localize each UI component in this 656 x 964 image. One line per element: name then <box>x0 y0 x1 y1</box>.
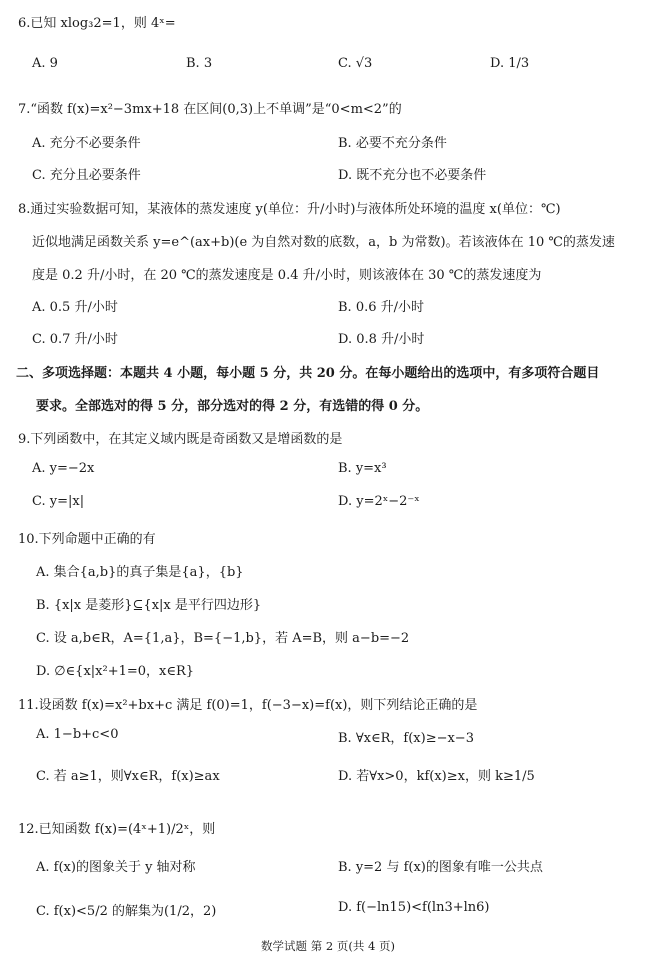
q7-option-c: C. 充分且必要条件 <box>32 168 141 183</box>
section-2-heading-line2: 要求。全部选对的得 5 分，部分选对的得 2 分，有选错的得 0 分。 <box>36 399 429 414</box>
q11-option-b: B. ∀x∈R，f(x)≥−x−3 <box>338 731 474 746</box>
question-9-stem: 9.下列函数中，在其定义域内既是奇函数又是增函数的是 <box>18 432 343 447</box>
q9-option-c: C. y=|x| <box>32 494 85 509</box>
q12-option-b: B. y=2 与 f(x)的图象有唯一公共点 <box>338 860 543 875</box>
question-8-stem-line3: 度是 0.2 升/小时，在 20 ℃的蒸发速度是 0.4 升/小时，则该液体在 30 ℃的蒸发速度为 <box>32 268 542 283</box>
question-6-stem: 6.已知 xlog₃2=1，则 4ˣ= <box>18 16 176 31</box>
q8-option-b: B. 0.6 升/小时 <box>338 300 425 315</box>
page-footer: 数学试题 第 2 页(共 4 页) <box>261 939 395 953</box>
q6-option-c: C. √3 <box>338 56 373 71</box>
q12-option-c: C. f(x)<5/2 的解集为(1/2，2) <box>36 904 217 919</box>
q8-option-a: A. 0.5 升/小时 <box>32 300 118 315</box>
question-8-stem-line1: 8.通过实验数据可知，某液体的蒸发速度 y(单位：升/小时)与液体所处环境的温度 x(单位：℃) <box>18 202 561 217</box>
question-7-stem: 7.“函数 f(x)=x²−3mx+18 在区间(0,3)上不单调”是“0<m<2”的 <box>18 102 402 117</box>
q7-option-a: A. 充分不必要条件 <box>32 136 141 151</box>
q12-option-d: D. f(−ln15)<f(ln3+ln6) <box>338 900 490 915</box>
q11-option-d: D. 若∀x>0，kf(x)≥x，则 k≥1/5 <box>338 769 535 784</box>
section-2-heading-line1: 二、多项选择题：本题共 4 小题，每小题 5 分，共 20 分。在每小题给出的选项中，有多项符合题目 <box>16 366 600 381</box>
q10-option-b: B. {x|x 是菱形}⊆{x|x 是平行四边形} <box>36 598 262 613</box>
question-12-stem: 12.已知函数 f(x)=(4ˣ+1)/2ˣ，则 <box>18 822 216 837</box>
q8-option-d: D. 0.8 升/小时 <box>338 332 425 347</box>
question-10-stem: 10.下列命题中正确的有 <box>18 532 156 547</box>
q7-option-b: B. 必要不充分条件 <box>338 136 447 151</box>
q9-option-d: D. y=2ˣ−2⁻ˣ <box>338 494 420 509</box>
q6-option-a: A. 9 <box>32 56 58 71</box>
q9-option-b: B. y=x³ <box>338 461 387 476</box>
q12-option-a: A. f(x)的图象关于 y 轴对称 <box>36 860 196 875</box>
q8-option-c: C. 0.7 升/小时 <box>32 332 118 347</box>
q11-option-a: A. 1−b+c<0 <box>36 727 119 742</box>
question-11-stem: 11.设函数 f(x)=x²+bx+c 满足 f(0)=1，f(−3−x)=f(x)，则下列结论正确的是 <box>18 698 478 713</box>
q7-option-d: D. 既不充分也不必要条件 <box>338 168 487 183</box>
q11-option-c: C. 若 a≥1，则∀x∈R，f(x)≥ax <box>36 769 220 784</box>
q10-option-d: D. ∅∈{x|x²+1=0，x∈R} <box>36 664 195 679</box>
q6-option-d: D. 1/3 <box>490 56 530 71</box>
q6-option-b: B. 3 <box>186 56 213 71</box>
q10-option-c: C. 设 a,b∈R，A={1,a}，B={−1,b}，若 A=B，则 a−b=−2 <box>36 631 410 646</box>
q10-option-a: A. 集合{a,b}的真子集是{a}，{b} <box>36 565 244 580</box>
q9-option-a: A. y=−2x <box>32 461 95 476</box>
question-8-stem-line2: 近似地满足函数关系 y=e^(ax+b)(e 为自然对数的底数，a，b 为常数)。若该液体在 10 ℃的蒸发速 <box>32 235 615 250</box>
